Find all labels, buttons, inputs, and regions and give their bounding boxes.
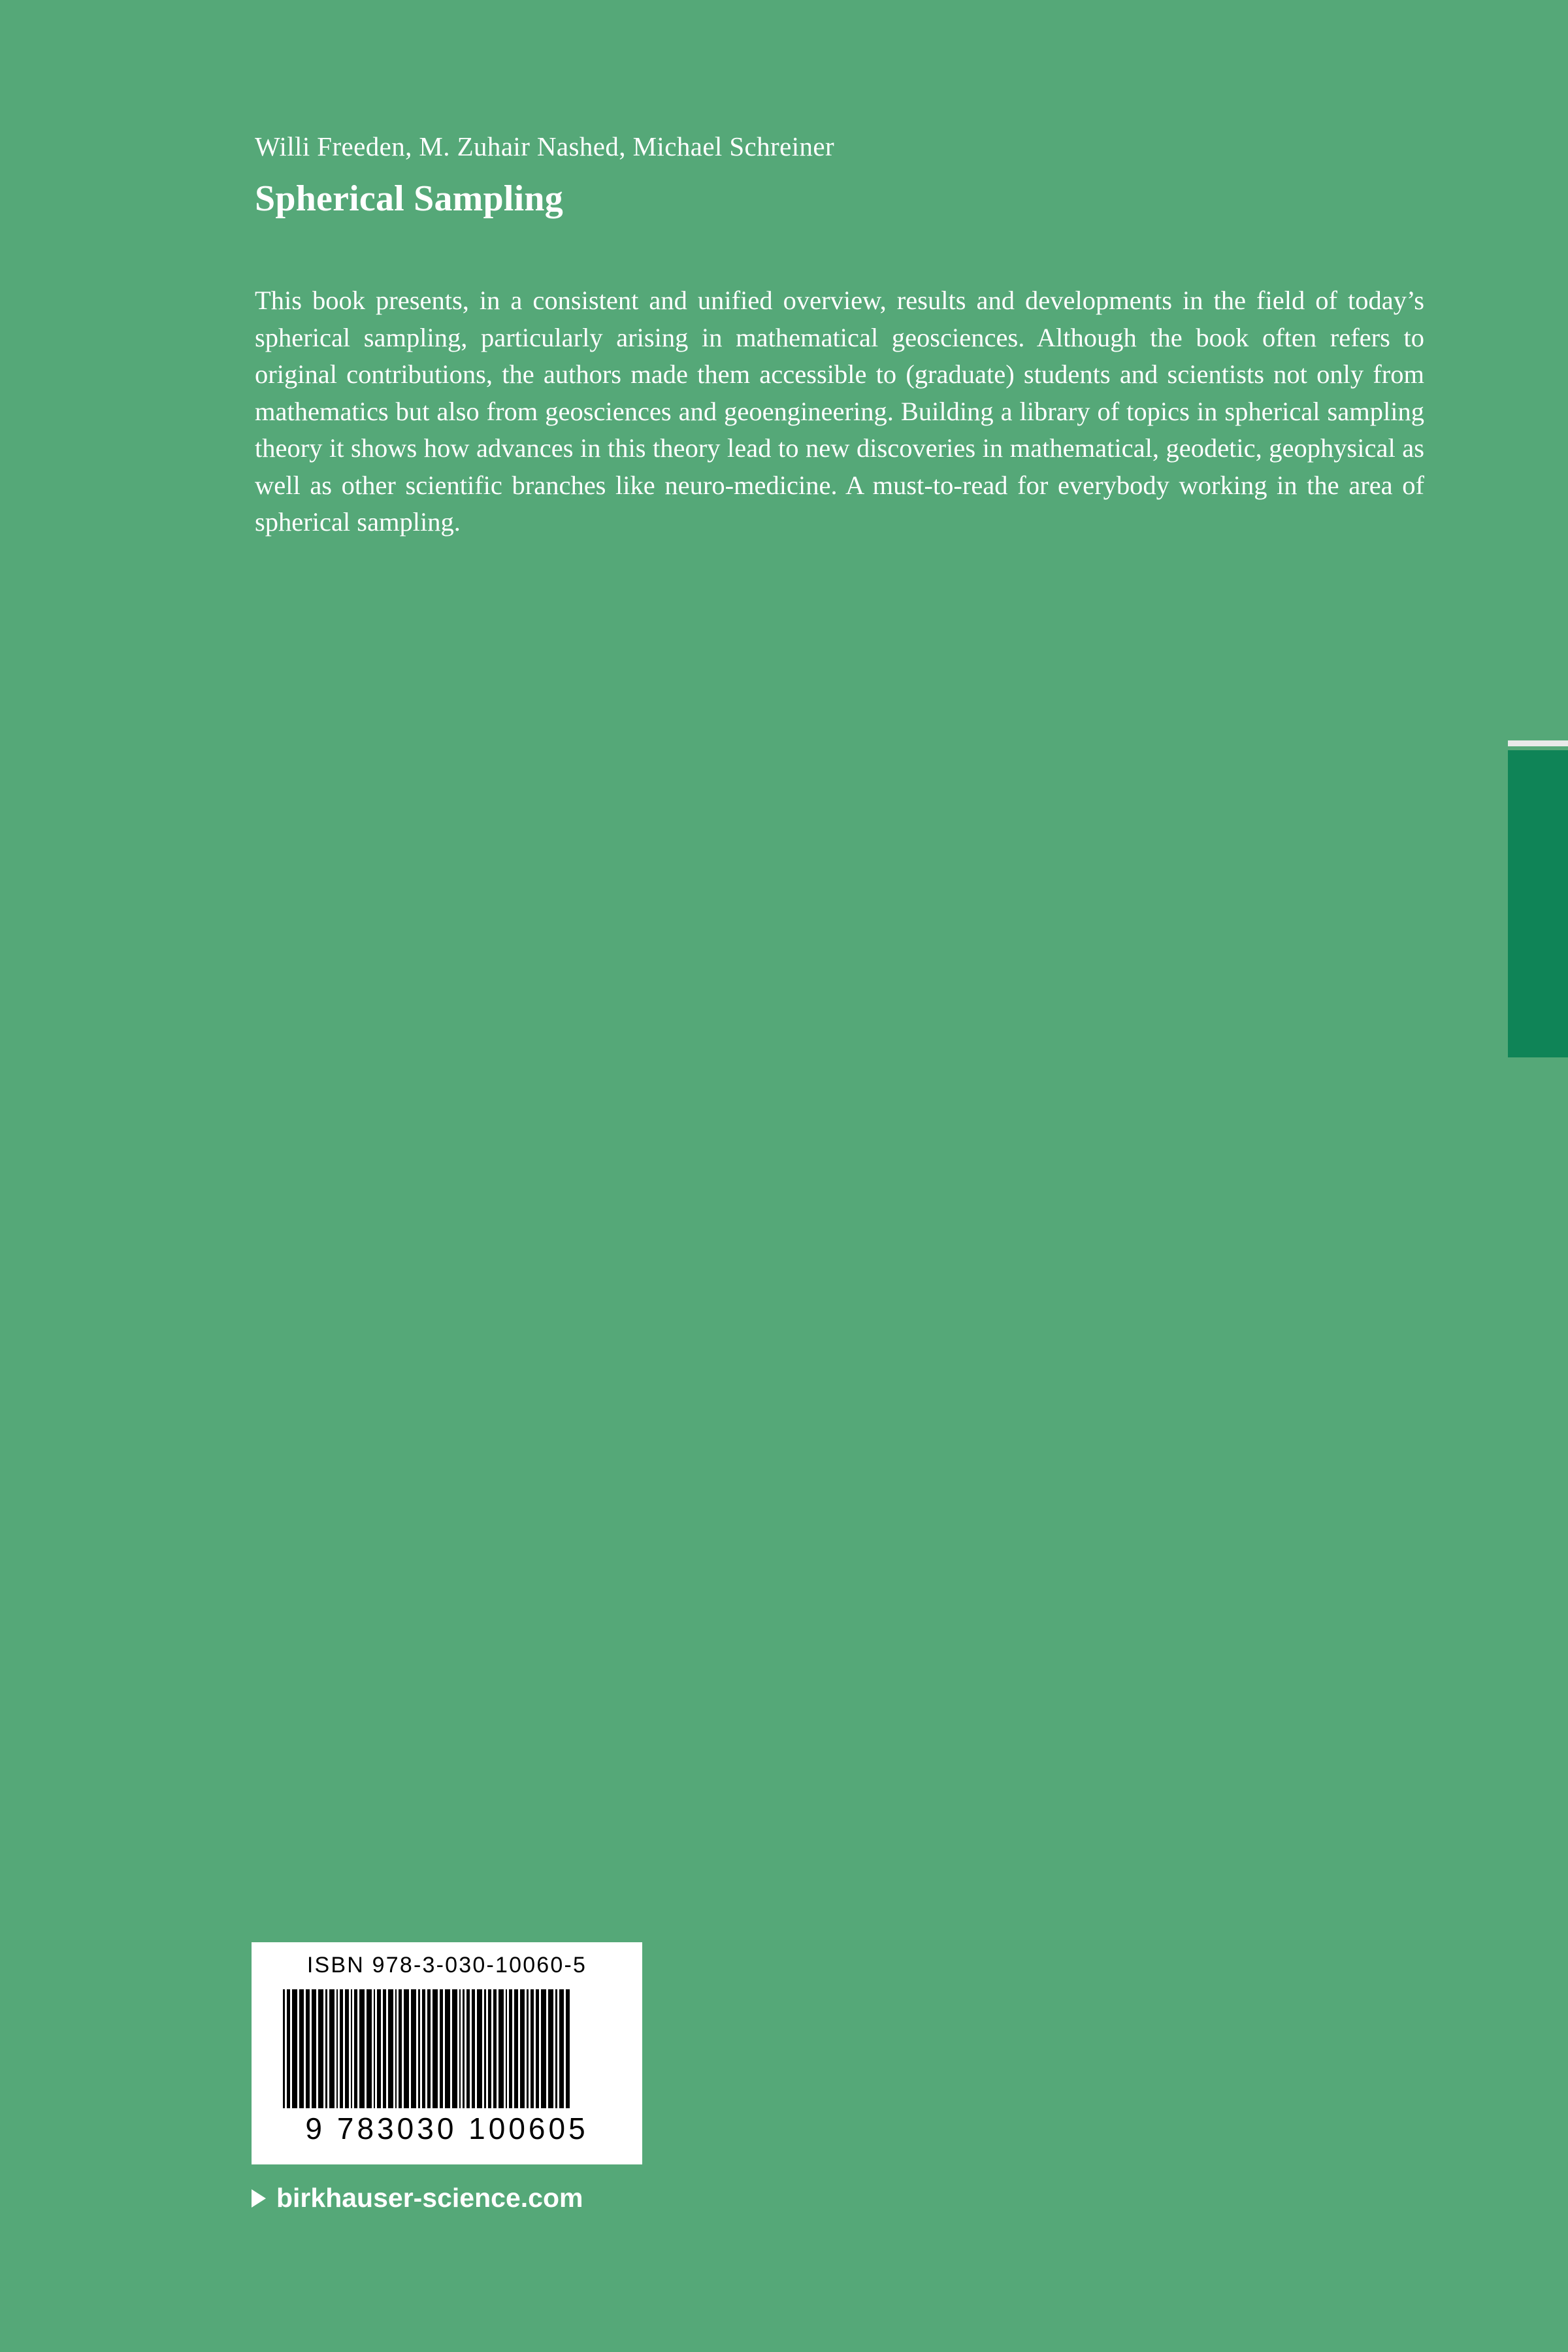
- publisher-website[interactable]: [252, 2183, 1166, 2213]
- isbn-text: ISBN 978-3-030-10060-5: [306, 1953, 587, 1978]
- publisher-website-label: birkhauser-science.com: [276, 2183, 583, 2213]
- spine-color-tab: [1508, 750, 1568, 1057]
- barcode-bars: [283, 1989, 612, 2108]
- barcode-main-digits: 783030 100605: [336, 2112, 589, 2145]
- barcode-digits: [252, 2111, 642, 2146]
- triangle-icon: [252, 2189, 266, 2208]
- book-title: Spherical Sampling: [255, 178, 563, 219]
- barcode-lead-digit: 9: [305, 2112, 325, 2145]
- barcode-block: [252, 1942, 642, 2164]
- back-cover-blurb: This book presents, in a consistent and unified overview, results and developments in the field of today’s spherical sampling, particularly arising in mathematical geosciences. Although the book often refers to original contributions, the authors made them accessible to (graduate) students and scientists not only from mathematics but also from geosciences and geoengineering. Building a library of topics in spherical sampling theory it shows how advances in this theory lead to new discoveries in mathematical, geodetic, geophysical as well as other scientific branches like neuro-medicine. A must-to-read for everybody working in the area of spherical sampling.: [255, 286, 1424, 537]
- authors-line: Willi Freeden, M. Zuhair Nashed, Michael Schreiner: [255, 131, 835, 161]
- spine-tab-highlight: [1508, 740, 1568, 746]
